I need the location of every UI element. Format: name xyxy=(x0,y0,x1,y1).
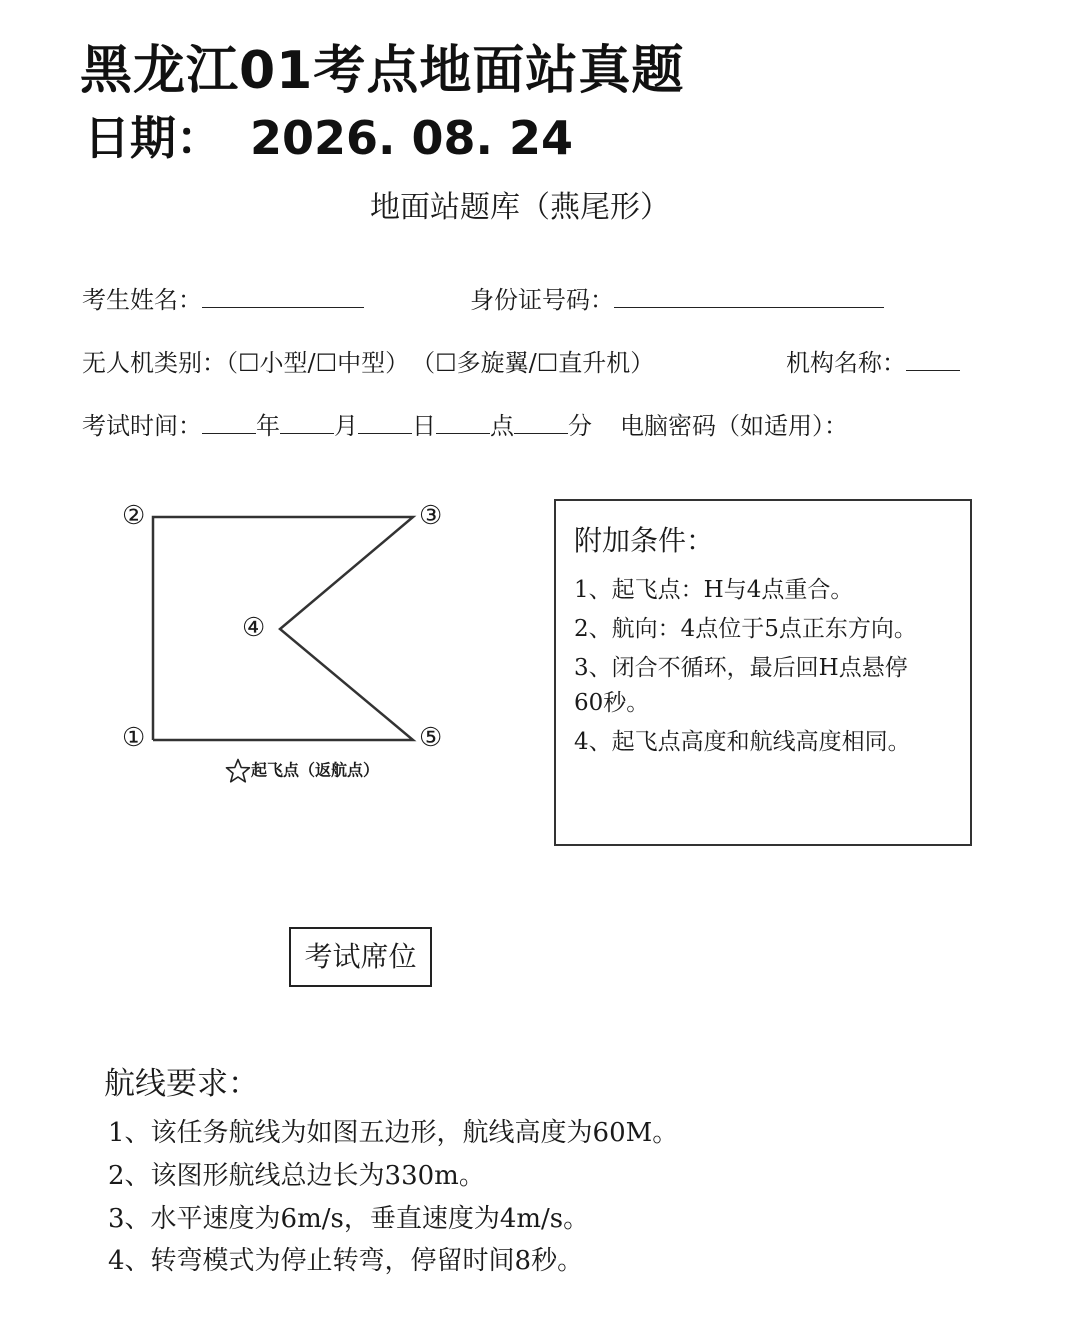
requirements-title: 航线要求： xyxy=(104,1066,259,1102)
conditions-title: 附加条件： xyxy=(574,524,715,557)
condition-item: 4、起飞点高度和航线高度相同。 xyxy=(574,729,911,755)
date-value: 2026. 08. 24 xyxy=(250,111,574,165)
size-options[interactable]: （☐小型/☐中型） xyxy=(226,349,410,377)
route-path xyxy=(153,517,413,740)
hour-label: 点 xyxy=(490,412,514,440)
date-label: 日期： xyxy=(84,111,222,165)
day-label: 日 xyxy=(412,412,436,440)
form-row-org xyxy=(786,343,960,378)
hour-blank[interactable] xyxy=(436,413,490,434)
point-3: ③ xyxy=(419,501,443,531)
day-blank[interactable] xyxy=(358,413,412,434)
org-label: 机构名称： xyxy=(786,349,906,377)
time-label: 考试时间： xyxy=(82,412,202,440)
exam-date xyxy=(84,102,573,168)
point-1: ① xyxy=(122,723,146,753)
route-diagram-svg xyxy=(110,495,470,795)
takeoff-legend-label: 起飞点（返航点） xyxy=(251,760,380,780)
pc-password-label: 电脑密码（如适用）： xyxy=(620,412,848,440)
form-row-time xyxy=(82,406,848,441)
condition-item: 1、起飞点：H与4点重合。 xyxy=(574,577,854,603)
page-title: 黑龙江01考点地面站真题 xyxy=(80,41,685,101)
additional-conditions-box xyxy=(554,499,972,846)
star-outline-icon xyxy=(225,758,251,784)
point-5: ⑤ xyxy=(419,723,443,753)
month-label: 月 xyxy=(334,412,358,440)
form-row-name xyxy=(82,280,364,315)
condition-item: 3、闭合不循环，最后回H点悬停 xyxy=(574,655,908,681)
type-options[interactable]: （☐多旋翼/☐直升机） xyxy=(423,349,655,377)
point-2: ② xyxy=(122,501,146,531)
id-blank[interactable] xyxy=(614,287,884,308)
name-blank[interactable] xyxy=(202,287,364,308)
name-label: 考生姓名： xyxy=(82,286,202,314)
condition-item-continuation: 60秒。 xyxy=(574,690,650,716)
form-row-category xyxy=(82,343,654,378)
month-blank[interactable] xyxy=(280,413,334,434)
year-label: 年 xyxy=(256,412,280,440)
form-row-id xyxy=(470,280,884,315)
minute-label: 分 xyxy=(568,412,592,440)
route-diagram xyxy=(110,495,470,795)
exam-seat-box: 考试席位 xyxy=(289,927,432,987)
takeoff-legend xyxy=(225,757,379,784)
minute-blank[interactable] xyxy=(514,413,568,434)
point-4: ④ xyxy=(242,613,266,643)
org-blank[interactable] xyxy=(906,350,960,371)
id-label: 身份证号码： xyxy=(470,286,614,314)
requirement-item: 1、该任务航线为如图五边形，航线高度为60M。 xyxy=(108,1118,679,1148)
requirement-item: 4、转弯模式为停止转弯，停留时间8秒。 xyxy=(108,1246,584,1276)
category-label: 无人机类别： xyxy=(82,349,226,377)
condition-item: 2、航向：4点位于5点正东方向。 xyxy=(574,616,917,642)
requirement-item: 2、该图形航线总边长为330m。 xyxy=(108,1161,485,1191)
section-subtitle: 地面站题库（燕尾形） xyxy=(370,190,670,225)
year-blank[interactable] xyxy=(202,413,256,434)
requirement-item: 3、水平速度为6m/s，垂直速度为4m/s。 xyxy=(108,1204,590,1234)
